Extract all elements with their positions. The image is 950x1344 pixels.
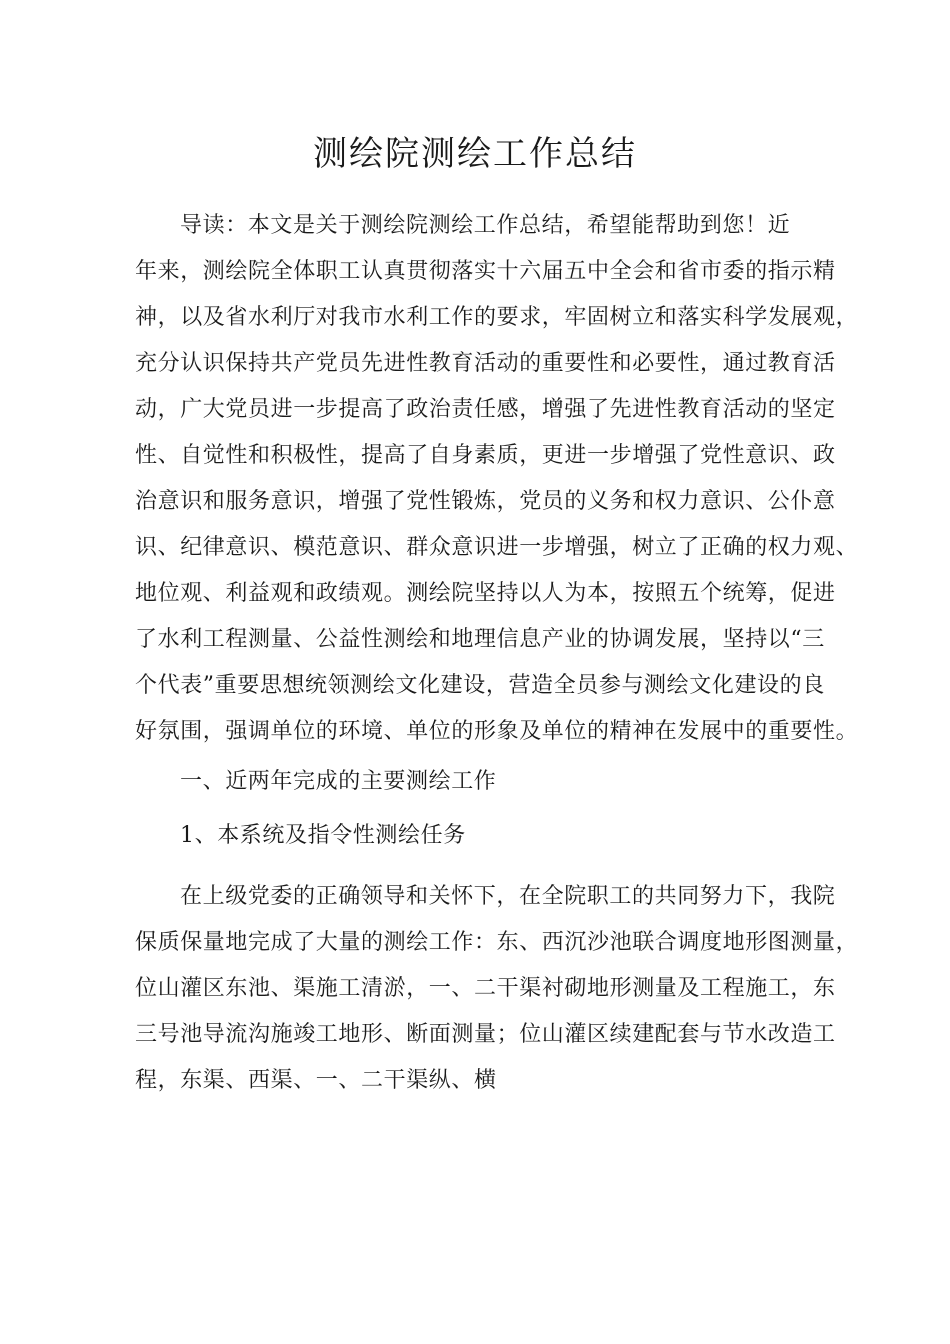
paragraph-line: 导读：本文是关于测绘院测绘工作总结，希望能帮助到您！近 <box>180 213 791 238</box>
paragraph-line: 保质保量地完成了大量的测绘工作：东、西沉沙池联合调度地形图测量， <box>135 930 859 955</box>
paragraph-line: 神，以及省水利厅对我市水利工作的要求，牢固树立和落实科学发展观， <box>135 305 859 330</box>
section-heading: 一、近两年完成的主要测绘工作 <box>180 769 497 794</box>
paragraph-line: 性、自觉性和积极性，提高了自身素质，更进一步增强了党性意识、政 <box>135 443 836 468</box>
paragraph-line: 在上级党委的正确领导和关怀下，在全院职工的共同努力下，我院 <box>180 884 836 909</box>
paragraph-line: 程，东渠、西渠、一、二干渠纵、横 <box>135 1068 497 1093</box>
paragraph-line: 个代表”重要思想统领测绘文化建设，营造全员参与测绘文化建设的良 <box>135 673 825 698</box>
paragraph-line: 三号池导流沟施竣工地形、断面测量；位山灌区续建配套与节水改造工 <box>135 1022 836 1047</box>
paragraph-line: 年来，测绘院全体职工认真贯彻落实十六届五中全会和省市委的指示精 <box>135 259 836 284</box>
paragraph-line: 好氛围，强调单位的环境、单位的形象及单位的精神在发展中的重要性。 <box>135 719 859 744</box>
paragraph-line: 识、纪律意识、模范意识、群众意识进一步增强，树立了正确的权力观、 <box>135 535 859 560</box>
subsection-heading: 1、本系统及指令性测绘任务 <box>180 823 466 848</box>
paragraph-line: 位山灌区东池、渠施工清淤，一、二干渠衬砌地形测量及工程施工，东 <box>135 976 836 1001</box>
document-title: 测绘院测绘工作总结 <box>313 134 637 174</box>
paragraph-line: 充分认识保持共产党员先进性教育活动的重要性和必要性，通过教育活 <box>135 351 836 376</box>
paragraph-line: 了水利工程测量、公益性测绘和地理信息产业的协调发展，坚持以“三 <box>135 627 825 652</box>
paragraph-line: 动，广大党员进一步提高了政治责任感，增强了先进性教育活动的坚定 <box>135 397 836 422</box>
paragraph-line: 治意识和服务意识，增强了党性锻炼，党员的义务和权力意识、公仆意 <box>135 489 836 514</box>
paragraph-line: 地位观、利益观和政绩观。测绘院坚持以人为本，按照五个统筹，促进 <box>135 581 836 606</box>
